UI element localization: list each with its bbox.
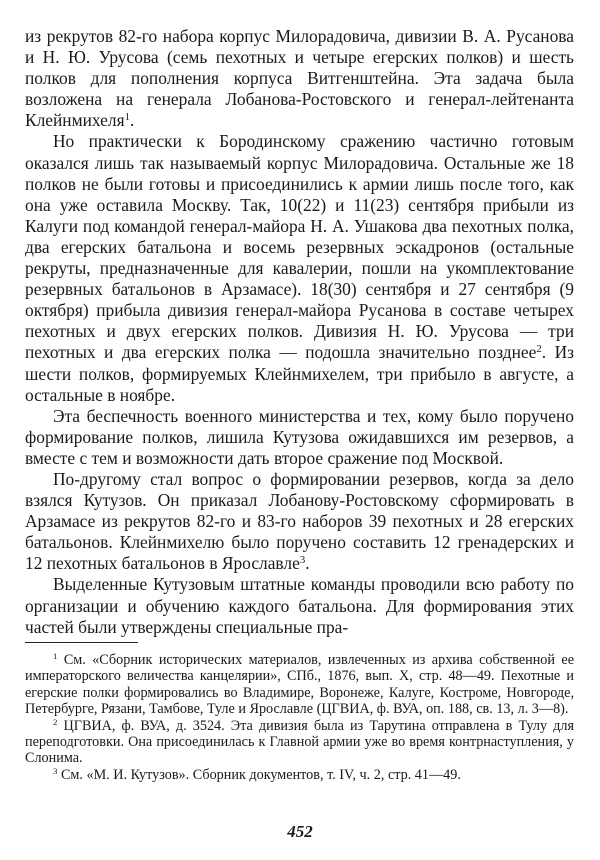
main-text [25, 26, 574, 638]
paragraph-4 [25, 469, 574, 574]
footnote-marker: 2 [53, 716, 58, 727]
footnote-ref-2[interactable]: 2 [536, 343, 542, 356]
footnote-marker: 1 [53, 651, 58, 662]
footnote-marker: 3 [53, 766, 58, 777]
paragraph-tail: . [305, 553, 310, 574]
paragraph-text: По-другому стал вопрос о формировании резервов, когда за дело взялся Кутузов. Он приказал Лобанову-Ростовскому сформировать в Арзамасе из рекрутов 82-го и 83-го наборов 39 пехотных и 28 егерских батальонов. Клейнмихелю было поручено составить 12 гренадерских и 12 пехотных батальонов в Ярославле [25, 468, 574, 574]
footnote-separator [25, 642, 138, 643]
footnote-ref-3[interactable]: 3 [299, 554, 306, 567]
paragraph-1 [25, 26, 574, 131]
footnote-text: См. «М. И. Кутузов». Сборник документов, т. IV, ч. 2, стр. 41—49. [57, 766, 461, 783]
footnote-1 [25, 652, 574, 718]
paragraph-5 [25, 574, 574, 637]
paragraph-text: Эта беспечность военного министерства и тех, кому было поручено формирование полков, лишила Кутузова ожидавшихся им резервов, а вместе с тем и возможности дать второе сражение под Москвой. [25, 405, 574, 468]
paragraph-2 [25, 131, 574, 405]
footnote-2 [25, 718, 574, 767]
paragraph-tail: . [129, 110, 135, 131]
footnote-ref-1[interactable]: 1 [124, 111, 130, 124]
paragraph-text: из рекрутов 82-го набора корпус Милорадовича, дивизии В. А. Русанова и Н. Ю. Урусова (семь пехотных и четыре егерских полков) и шесть полков для пополнения корпуса Витгенштейна. Эта задача была возложена на генерала Лобанова-Ростовского и генерал-лейтенанта Клейнмихеля [25, 26, 574, 131]
paragraph-text: Выделенные Кутузовым штатные команды проводили всю работу по организации и обучению каждого батальона. Для формирования этих частей были утверждены специальные пра- [25, 574, 574, 637]
footnotes [25, 652, 574, 783]
footnote-3 [25, 767, 574, 783]
page-number: 452 [287, 822, 313, 841]
paragraph-text: Но практически к Бородинскому сражению частично готовым оказался лишь так называемый корпус Милорадовича. Остальные же 18 полков не были готовы и присоединились к армии лишь после того, как она уже оставила Москву. Так, 10(22) и 11(23) сентября прибыли из Калуги под командой генерал-майора Н. А. Ушакова два пехотных полка, два егерских батальона и восемь резервных эскадронов (остальные рекруты, предназначенные для кавалерии, пошли на укомплектование резервных батальонов в Арзамасе). 18(30) сентября и 27 сентября (9 октября) прибыла дивизия генерал-майора Русанова в составе четырех пехотных и двух егерских полков. Дивизия Н. Ю. Урусова — три пехотных и два егерских полка — подошла значительно позднее [25, 131, 574, 363]
footnote-text: ЦГВИА, ф. ВУА, д. 3524. Эта дивизия была из Тарутина отправлена в Тулу для переподготовки. Она присоединилась к Главной армии уже во время контрнаступления, у Слонима. [25, 717, 574, 767]
paragraph-3 [25, 406, 574, 469]
footnote-text: См. «Сборник исторических материалов, извлеченных из архива собственной ее императорского величества канцелярии», СПб., 1876, вып. X, стр. 48—49. Пехотные и егерские полки формировались во Владимире, Воронеже, Калуге, Костроме, Новгороде, Петербурге, Рязани, Тамбове, Туле и Ярославле (ЦГВИА, ф. ВУА, оп. 188, св. 13, л. 3—8). [25, 652, 574, 718]
paragraph-tail: . Из шести полков, формируемых Клейнмихелем, три прибыло в августе, а остальные в ноябре. [25, 342, 575, 405]
